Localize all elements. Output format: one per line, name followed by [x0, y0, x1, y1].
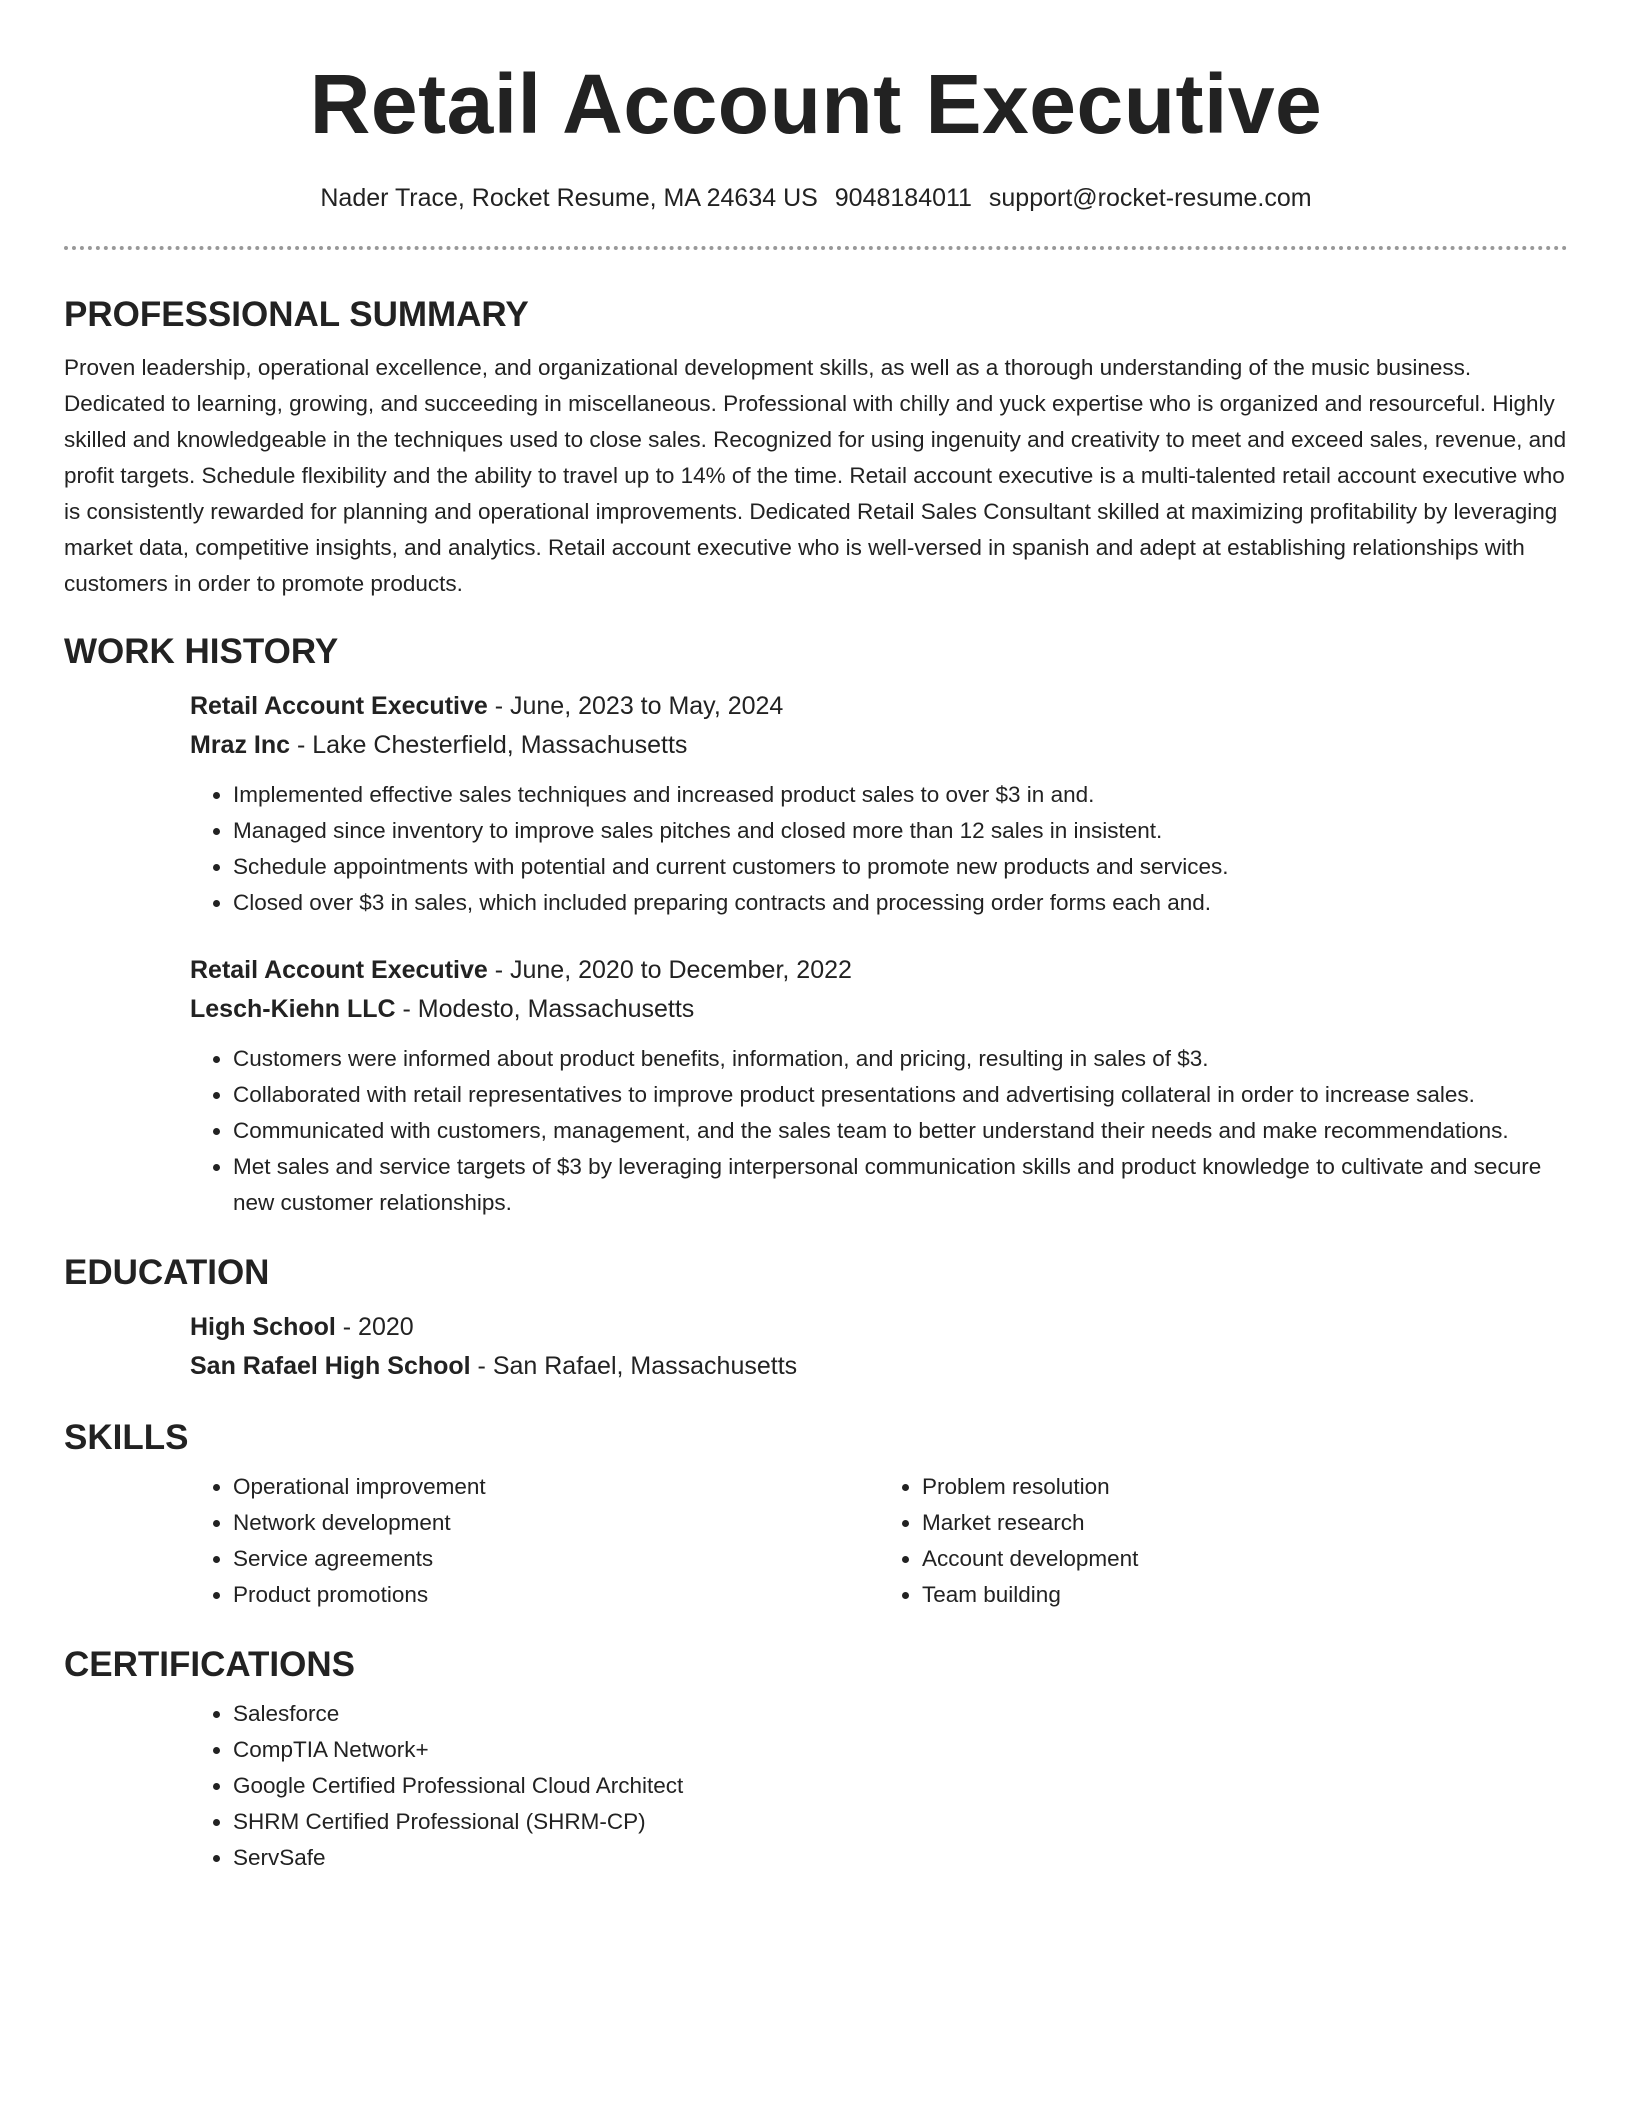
job-bullet: • Communicated with customers, management, and the sales team to better understand their needs and make recommendations.: [233, 1113, 1568, 1149]
job-bullets: [190, 1041, 1568, 1221]
skill-item: • Account development: [922, 1541, 1568, 1577]
certifications-list: [190, 1696, 1568, 1876]
degree-line: [190, 1308, 1568, 1347]
job-entry: [190, 687, 1568, 921]
job-company-line: [190, 726, 1568, 765]
certification-item: • Google Certified Professional Cloud Architect: [233, 1768, 1568, 1804]
contact-phone: 9048184011: [834, 184, 972, 212]
resume-title: Retail Account Executive: [309, 57, 1323, 151]
certification-item: • Salesforce: [233, 1696, 1568, 1732]
job-dates: - June, 2020 to December, 2022: [487, 956, 852, 984]
job-bullet: • Customers were informed about product benefits, information, and pricing, resulting in sales of $3.: [233, 1041, 1568, 1077]
skill-item: • Problem resolution: [922, 1469, 1568, 1505]
skill-item: • Operational improvement: [233, 1469, 879, 1505]
job-bullet: • Schedule appointments with potential and current customers to promote new products and services.: [233, 849, 1568, 885]
job-title: Retail Account Executive: [190, 692, 488, 720]
skill-item: • Product promotions: [233, 1577, 879, 1613]
degree-year: - 2020: [335, 1313, 414, 1341]
contact-email: support@rocket-resume.com: [988, 184, 1312, 212]
skill-item: • Market research: [922, 1505, 1568, 1541]
certifications-block: [190, 1696, 1568, 1876]
summary-heading: PROFESSIONAL SUMMARY: [64, 295, 529, 334]
job-title: Retail Account Executive: [190, 956, 488, 984]
skill-item: • Service agreements: [233, 1541, 879, 1577]
skill-item: • Team building: [922, 1577, 1568, 1613]
certification-item: • CompTIA Network+: [233, 1732, 1568, 1768]
skills-list-left: [190, 1469, 879, 1613]
skills-heading: SKILLS: [64, 1418, 189, 1457]
job-bullet: • Collaborated with retail representatives to improve product presentations and advertising collateral in order to increase sales.: [233, 1077, 1568, 1113]
skills-list-right: [879, 1469, 1568, 1613]
school-line: [190, 1347, 1568, 1386]
school-location: - San Rafael, Massachusetts: [470, 1352, 798, 1380]
job-company-line: [190, 990, 1568, 1029]
job-company: Lesch-Kiehn LLC: [190, 995, 396, 1023]
job-title-line: [190, 687, 1568, 726]
degree: High School: [190, 1313, 336, 1341]
job-dates: - June, 2023 to May, 2024: [487, 692, 784, 720]
job-company: Mraz Inc: [190, 731, 291, 759]
contact-address: Nader Trace, Rocket Resume, MA 24634 US: [320, 184, 818, 212]
job-bullet: • Implemented effective sales techniques and increased product sales to over $3 in and.: [233, 777, 1568, 813]
summary-text: Proven leadership, operational excellence, and organizational development skills, as well as a thorough understanding of the music business. Dedicated to learning, growing, and succeeding in miscellaneous. Professional with chilly and yuck expertise who is organized and resourceful. Highly skilled and knowledgeable in the techniques used to close sales. Recognized for using ingenuity and creativity to meet and exceed sales, revenue, and profit targets. Schedule flexibility and the ability to travel up to 14% of the time. Retail account executive is a multi-talented retail account executive who is consistently rewarded for planning and operational improvements. Dedicated Retail Sales Consultant skilled at maximizing profitability by leveraging market data, competitive insights, and analytics. Retail account executive who is well-versed in spanish and adept at establishing relationships with customers in order to promote products.: [64, 355, 1567, 596]
work-heading: WORK HISTORY: [64, 632, 339, 671]
job-title-line: [190, 951, 1568, 990]
job-entry: [190, 951, 1568, 1221]
certifications-heading: CERTIFICATIONS: [64, 1645, 356, 1684]
school-name: San Rafael High School: [190, 1352, 471, 1380]
contact-line: [64, 183, 1568, 213]
skills-grid: [190, 1469, 1568, 1613]
job-location: - Modesto, Massachusetts: [395, 995, 695, 1023]
certification-item: • ServSafe: [233, 1840, 1568, 1876]
education-heading: EDUCATION: [64, 1253, 270, 1292]
job-bullet: • Closed over $3 in sales, which included preparing contracts and processing order forms each and.: [233, 885, 1568, 921]
job-bullet: • Managed since inventory to improve sales pitches and closed more than 12 sales in insistent.: [233, 813, 1568, 849]
header-divider: [64, 246, 1568, 250]
certification-item: • SHRM Certified Professional (SHRM-CP): [233, 1804, 1568, 1840]
job-bullets: [190, 777, 1568, 921]
job-location: - Lake Chesterfield, Massachusetts: [290, 731, 688, 759]
skill-item: • Network development: [233, 1505, 879, 1541]
job-bullet: • Met sales and service targets of $3 by leveraging interpersonal communication skills and product knowledge to cultivate and secure new customer relationships.: [233, 1149, 1568, 1221]
education-entry: [190, 1308, 1568, 1386]
